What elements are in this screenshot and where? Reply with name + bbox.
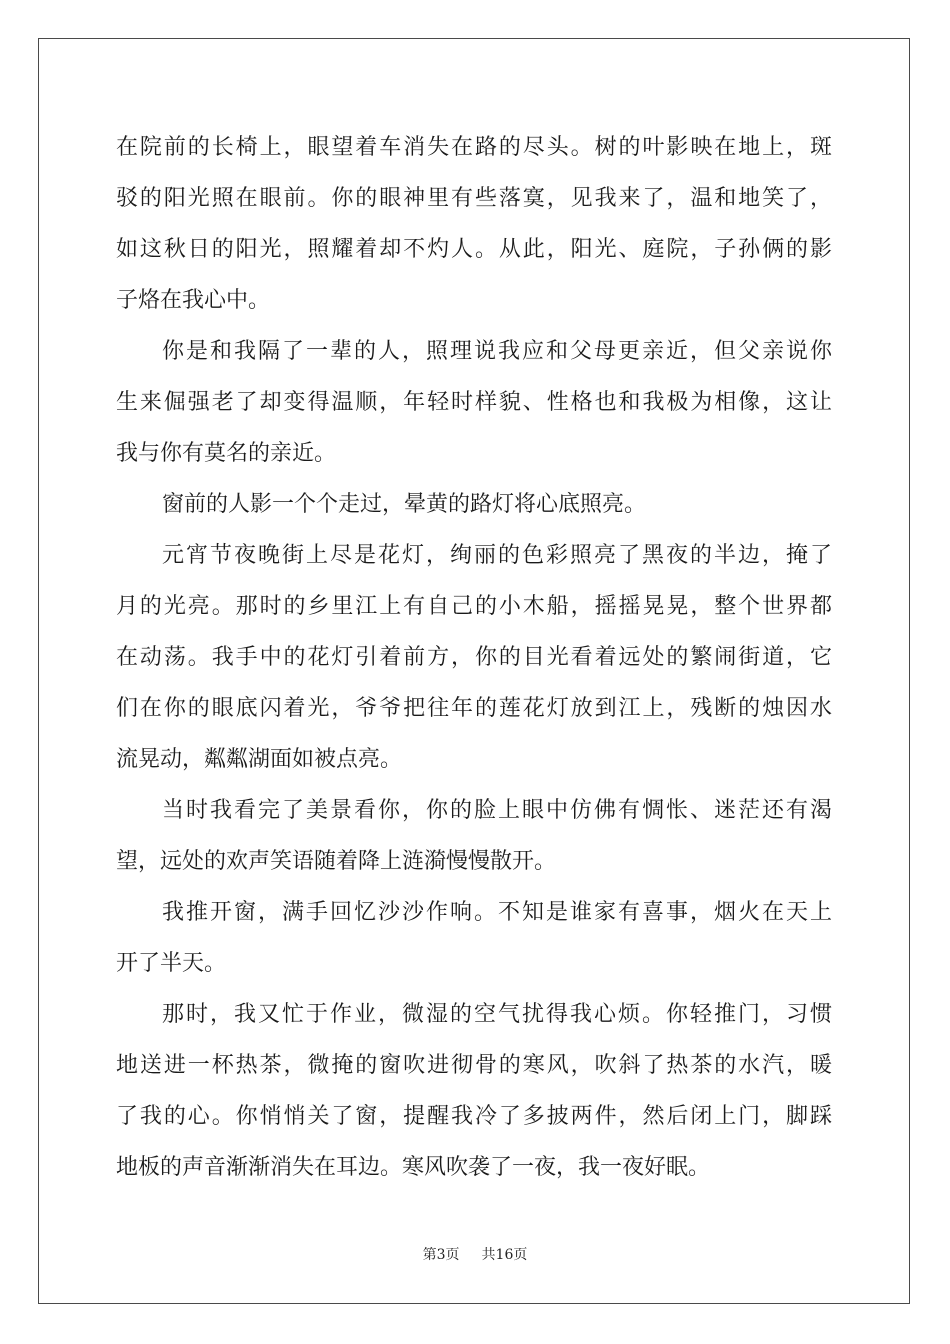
paragraph: [116, 887, 832, 989]
paragraph: [116, 989, 832, 1193]
text-line: 如这秋日的阳光，照耀着却不灼人。从此，阳光、庭院，子孙俩的影: [116, 237, 834, 262]
text-line: 你是和我隔了一辈的人，照理说我应和父母更亲近，但父亲说你: [162, 339, 834, 364]
text-line: 驳的阳光照在眼前。你的眼神里有些落寞，见我来了，温和地笑了，: [116, 186, 834, 211]
text-line: 开了半天。: [116, 951, 227, 976]
text-line: 子烙在我心中。: [116, 288, 271, 313]
document-body: [116, 122, 832, 1193]
text-line: 月的光亮。那时的乡里江上有自己的小木船，摇摇晃晃，整个世界都: [116, 594, 834, 619]
paragraph: [116, 530, 832, 785]
text-line: 地送进一杯热茶，微掩的窗吹进彻骨的寒风，吹斜了热茶的水汽，暖: [116, 1053, 834, 1078]
paragraph: [116, 326, 832, 479]
text-line: 流晃动，粼粼湖面如被点亮。: [116, 747, 403, 772]
page-total: 共16页: [481, 1247, 528, 1263]
text-line: 我推开窗，满手回忆沙沙作响。不知是谁家有喜事，烟火在天上: [162, 900, 834, 925]
paragraph: [116, 785, 832, 887]
page-footer: [0, 1244, 950, 1264]
text-line: 那时，我又忙于作业，微湿的空气扰得我心烦。你轻推门，习惯: [162, 1002, 834, 1027]
text-line: 元宵节夜晚街上尽是花灯，绚丽的色彩照亮了黑夜的半边，掩了: [162, 543, 834, 568]
text-line: 地板的声音渐渐消失在耳边。寒风吹袭了一夜，我一夜好眠。: [116, 1155, 711, 1180]
text-line: 窗前的人影一个个走过，晕黄的路灯将心底照亮。: [162, 492, 647, 517]
text-line: 我与你有莫名的亲近。: [116, 441, 337, 466]
paragraph: [116, 122, 832, 326]
paragraph: [116, 479, 832, 530]
page-number: 第3页: [422, 1247, 460, 1263]
text-line: 在院前的长椅上，眼望着车消失在路的尽头。树的叶影映在地上，斑: [116, 135, 834, 160]
text-line: 当时我看完了美景看你，你的脸上眼中仿佛有惆怅、迷茫还有渴: [162, 798, 834, 823]
text-line: 望，远处的欢声笑语随着降上涟漪慢慢散开。: [116, 849, 557, 874]
text-line: 在动荡。我手中的花灯引着前方，你的目光看着远处的繁闹街道，它: [116, 645, 834, 670]
text-line: 了我的心。你悄悄关了窗，提醒我冷了多披两件，然后闭上门，脚踩: [116, 1104, 834, 1129]
text-line: 生来倔强老了却变得温顺，年轻时样貌、性格也和我极为相像，这让: [116, 390, 834, 415]
text-line: 们在你的眼底闪着光，爷爷把往年的莲花灯放到江上，残断的烛因水: [116, 696, 834, 721]
